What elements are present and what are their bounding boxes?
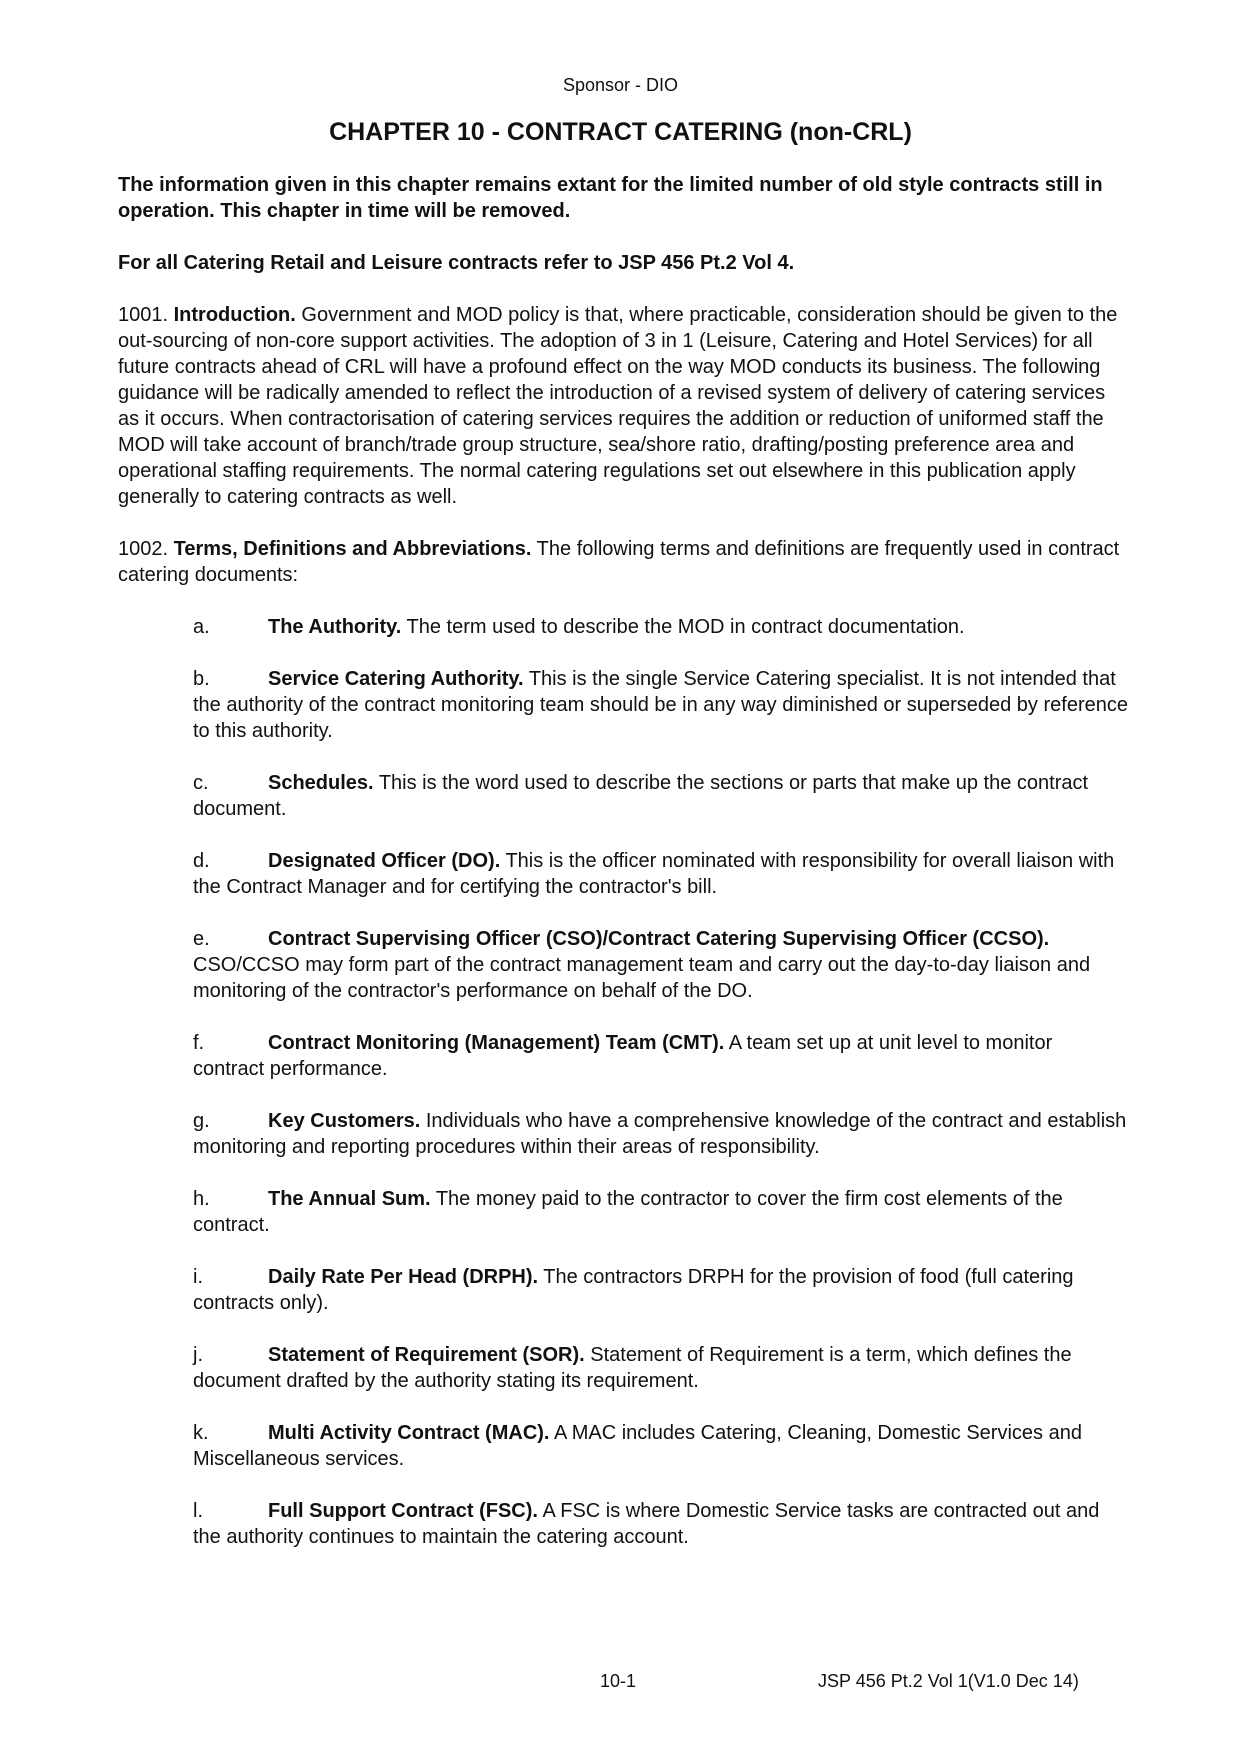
item-term: The Authority. — [268, 616, 402, 638]
item-text: A team set up at unit level to monitor contract performance. — [193, 1032, 1053, 1080]
item-text: A MAC includes Catering, Cleaning, Domestic Services and Miscellaneous services. — [193, 1422, 1082, 1470]
definition-item — [193, 666, 1128, 744]
item-letter: f. — [193, 1032, 205, 1054]
item-term: Designated Officer (DO). — [268, 850, 501, 872]
paragraph-1001 — [118, 302, 1128, 510]
definitions-list — [193, 614, 1128, 1550]
notice-extant: The information given in this chapter remains extant for the limited number of old style contracts still in operation. This chapter in time will be removed. — [118, 174, 1103, 222]
paragraph-1002 — [118, 536, 1128, 588]
definition-item — [193, 926, 1128, 1004]
item-letter: i. — [193, 1266, 203, 1288]
footer-document-reference: JSP 456 Pt.2 Vol 1(V1.0 Dec 14) — [818, 1671, 1079, 1691]
item-term: Full Support Contract (FSC). — [268, 1500, 538, 1522]
definition-item — [193, 1342, 1128, 1394]
definition-item — [193, 1030, 1128, 1082]
notice-reference: For all Catering Retail and Leisure contracts refer to JSP 456 Pt.2 Vol 4. — [118, 252, 795, 274]
item-term: Contract Supervising Officer (CSO)/Contract Catering Supervising Officer (CCSO). — [268, 928, 1050, 950]
item-text: This is the word used to describe the sections or parts that make up the contract document. — [193, 772, 1089, 820]
item-letter: b. — [193, 668, 210, 690]
item-term: Daily Rate Per Head (DRPH). — [268, 1266, 539, 1288]
definition-item — [193, 1264, 1128, 1316]
item-text: A FSC is where Domestic Service tasks are contracted out and the authority continues to maintain the catering account. — [193, 1500, 1100, 1548]
item-term: Schedules. — [268, 772, 374, 794]
definition-item — [193, 1108, 1128, 1160]
definition-item — [193, 770, 1128, 822]
item-text: The contractors DRPH for the provision of food (full catering contracts only). — [193, 1266, 1074, 1314]
paragraph-text: Government and MOD policy is that, where practicable, consideration should be given to the out-sourcing of non-core support activities. The adoption of 3 in 1 (Leisure, Catering and Hotel Services) for all future contracts ahead of CRL will have a profound effect on the way MOD conducts its business. The following guidance will be radically amended to reflect the introduction of a revised system of delivery of catering services as it occurs. When contractorisation of catering services requires the addition or reduction of uniformed staff the MOD will take account of branch/trade group structure, sea/shore ratio, drafting/posting preference area and operational staffing requirements. The normal catering regulations set out elsewhere in this publication apply generally to catering contracts as well. — [118, 304, 1118, 508]
document-body — [118, 172, 1128, 1576]
item-term: Service Catering Authority. — [268, 668, 524, 690]
item-letter: g. — [193, 1110, 210, 1132]
item-letter: l. — [193, 1500, 203, 1522]
item-text: This is the officer nominated with responsibility for overall liaison with the Contract Manager and for certifying the contractor's bill. — [193, 850, 1115, 898]
item-letter: d. — [193, 850, 210, 872]
item-text: Individuals who have a comprehensive knowledge of the contract and establish monitoring and reporting procedures within their areas of responsibility. — [193, 1110, 1127, 1158]
footer-page-number: 10-1 — [600, 1671, 637, 1691]
definition-item — [193, 848, 1128, 900]
item-term: Statement of Requirement (SOR). — [268, 1344, 585, 1366]
sponsor-header: Sponsor - DIO — [562, 75, 679, 95]
item-term: Multi Activity Contract (MAC). — [268, 1422, 550, 1444]
definition-item — [193, 1420, 1128, 1472]
paragraph-number: 1001. — [118, 304, 169, 326]
item-letter: a. — [193, 616, 210, 638]
item-letter: k. — [193, 1422, 209, 1444]
paragraph-number: 1002. — [118, 538, 169, 560]
paragraph-text: The following terms and definitions are frequently used in contract catering documents: — [118, 538, 1120, 586]
definition-item — [193, 1186, 1128, 1238]
item-text: This is the single Service Catering specialist. It is not intended that the authority of the contract monitoring team should be in any way diminished or superseded by reference to this authority. — [193, 668, 1128, 742]
item-letter: h. — [193, 1188, 210, 1210]
item-letter: e. — [193, 928, 210, 950]
item-term: Contract Monitoring (Management) Team (CMT). — [268, 1032, 725, 1054]
paragraph-heading: Terms, Definitions and Abbreviations. — [173, 538, 532, 560]
item-text: CSO/CCSO may form part of the contract management team and carry out the day-to-day liaison and monitoring of the contractor's performance on behalf of the DO. — [193, 954, 1091, 1002]
chapter-title: CHAPTER 10 - CONTRACT CATERING (non-CRL) — [329, 118, 912, 146]
item-text: Statement of Requirement is a term, which defines the document drafted by the authority stating its requirement. — [193, 1344, 1072, 1392]
item-text: The money paid to the contractor to cover the firm cost elements of the contract. — [193, 1188, 1063, 1236]
item-letter: j. — [193, 1344, 203, 1366]
item-term: Key Customers. — [268, 1110, 421, 1132]
item-term: The Annual Sum. — [268, 1188, 431, 1210]
item-letter: c. — [193, 772, 209, 794]
paragraph-heading: Introduction. — [173, 304, 296, 326]
item-text: The term used to describe the MOD in contract documentation. — [406, 616, 965, 638]
definition-item — [193, 614, 1128, 640]
definition-item — [193, 1498, 1128, 1550]
